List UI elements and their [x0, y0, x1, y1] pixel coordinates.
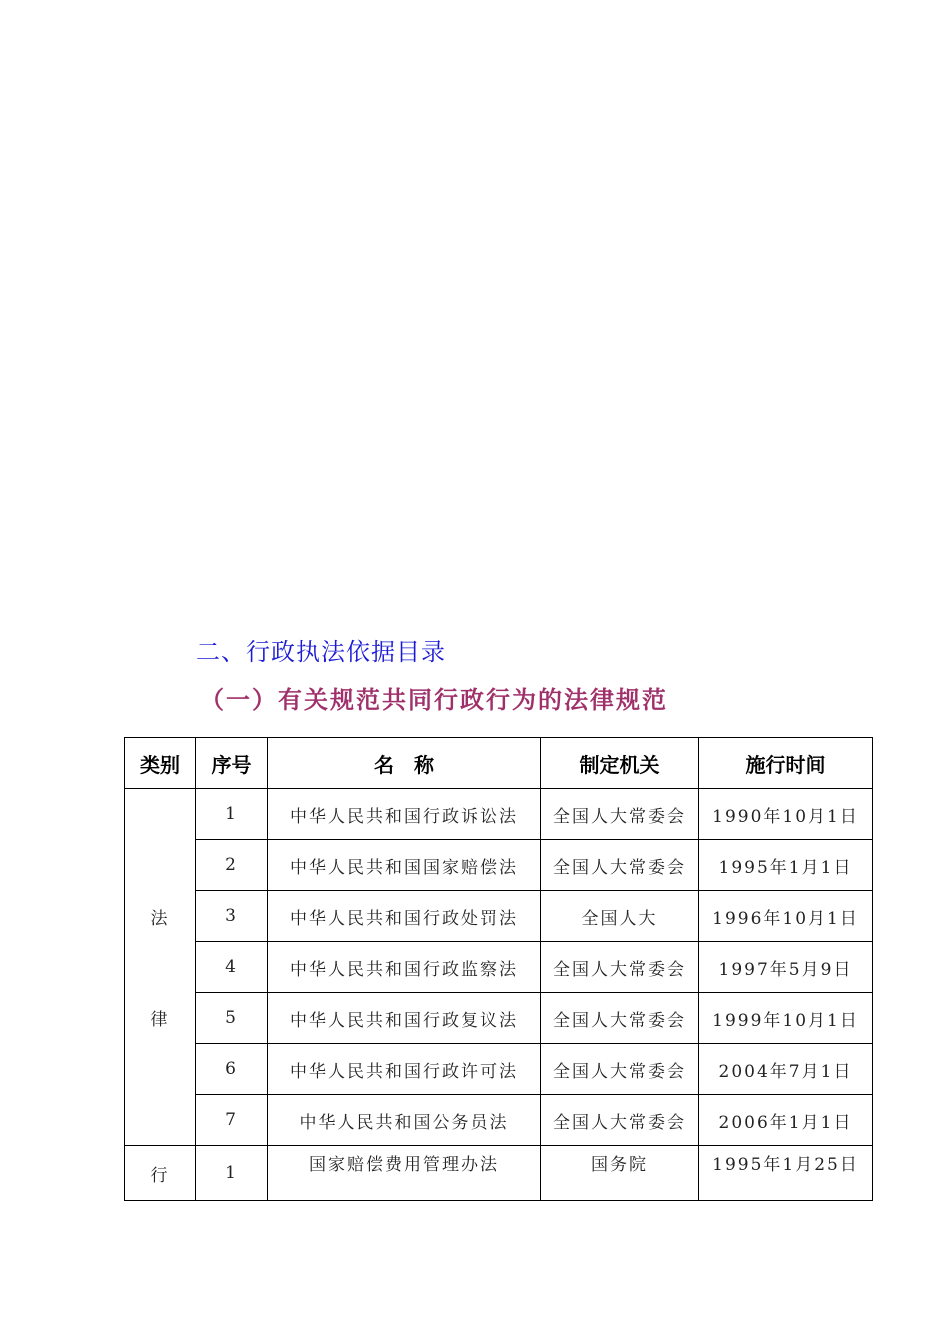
- table-row: [125, 942, 873, 993]
- seq-cell: 7: [196, 1095, 268, 1146]
- category-cell: [125, 1146, 196, 1201]
- table-row: [125, 993, 873, 1044]
- table-row: [125, 1095, 873, 1146]
- section-heading: 二、行政执法依据目录: [196, 638, 446, 666]
- authority-cell: 全国人大常委会: [541, 840, 699, 891]
- table-row: [125, 789, 873, 840]
- date-cell: 1995年1月1日: [699, 840, 873, 891]
- seq-cell: 1: [196, 1146, 268, 1201]
- authority-cell: 全国人大常委会: [541, 1044, 699, 1095]
- category-char: 法: [150, 909, 170, 929]
- name-cell: 中华人民共和国行政监察法: [268, 942, 541, 993]
- header-name: 名 称: [268, 738, 541, 789]
- date-cell: 1999年10月1日: [699, 993, 873, 1044]
- table-row: [125, 1044, 873, 1095]
- category-char: 律: [150, 1010, 170, 1030]
- authority-cell: 全国人大常委会: [541, 942, 699, 993]
- seq-cell: 1: [196, 789, 268, 840]
- header-category: 类别: [125, 738, 196, 789]
- seq-cell: 5: [196, 993, 268, 1044]
- date-cell: 2006年1月1日: [699, 1095, 873, 1146]
- seq-cell: 2: [196, 840, 268, 891]
- name-cell: 中华人民共和国行政处罚法: [268, 891, 541, 942]
- name-cell: 中华人民共和国行政复议法: [268, 993, 541, 1044]
- authority-cell: 全国人大常委会: [541, 1095, 699, 1146]
- table-row: [125, 840, 873, 891]
- date-cell: 1997年5月9日: [699, 942, 873, 993]
- name-cell: 中华人民共和国行政诉讼法: [268, 789, 541, 840]
- header-seq: 序号: [196, 738, 268, 789]
- seq-cell: 6: [196, 1044, 268, 1095]
- name-cell: 中华人民共和国行政许可法: [268, 1044, 541, 1095]
- category-cell: [125, 789, 196, 1146]
- date-cell: 1995年1月25日: [699, 1146, 873, 1201]
- date-cell: 1996年10月1日: [699, 891, 873, 942]
- seq-cell: 4: [196, 942, 268, 993]
- law-table: [124, 737, 873, 1201]
- authority-cell: 全国人大常委会: [541, 789, 699, 840]
- table-row: [125, 891, 873, 942]
- subsection-heading: （一）有关规范共同行政行为的法律规范: [200, 686, 668, 714]
- date-cell: 2004年7月1日: [699, 1044, 873, 1095]
- name-cell: 中华人民共和国公务员法: [268, 1095, 541, 1146]
- name-cell: 国家赔偿费用管理办法: [268, 1146, 541, 1201]
- header-date: 施行时间: [699, 738, 873, 789]
- table-header-row: [125, 738, 873, 789]
- table-row: [125, 1146, 873, 1201]
- header-authority: 制定机关: [541, 738, 699, 789]
- category-char: 行: [150, 1165, 170, 1186]
- authority-cell: 全国人大: [541, 891, 699, 942]
- date-cell: 1990年10月1日: [699, 789, 873, 840]
- seq-cell: 3: [196, 891, 268, 942]
- authority-cell: 国务院: [541, 1146, 699, 1201]
- authority-cell: 全国人大常委会: [541, 993, 699, 1044]
- name-cell: 中华人民共和国国家赔偿法: [268, 840, 541, 891]
